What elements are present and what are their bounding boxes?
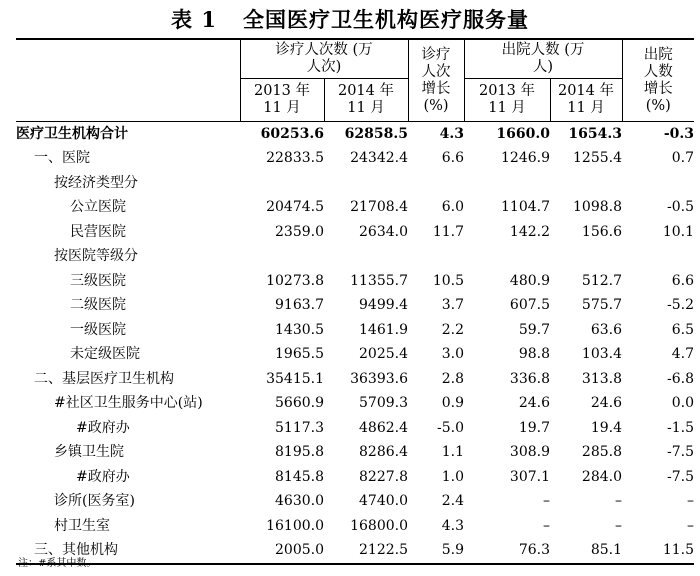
cell-d2013: 76.3 <box>464 539 550 565</box>
cell-v2013: 5660.9 <box>275 395 324 412</box>
cell-d2013: 98.8 <box>518 346 550 363</box>
cell-d2014: 1255.4 <box>573 150 622 167</box>
row-label: 按经济类型分 <box>54 174 138 191</box>
cell-d2014: 512.7 <box>581 272 622 289</box>
cell-v2014: 11355.7 <box>350 272 408 289</box>
cell-v2014: 2122.5 <box>324 539 408 565</box>
cell-d2014: 85.1 <box>550 539 622 565</box>
cell-v2013: 60253.6 <box>240 122 324 147</box>
cell-vg: 2.8 <box>441 370 464 387</box>
cell-dg <box>622 171 694 196</box>
cell-v2013: 10273.8 <box>266 272 324 289</box>
cell-vg: 0.9 <box>441 395 464 412</box>
cell-v2013: 8145.8 <box>275 468 324 485</box>
row-label: 诊所(医务室) <box>54 493 135 510</box>
cell-dg: -7.5 <box>667 468 694 485</box>
cell-d2014 <box>550 245 622 270</box>
table-row <box>16 367 694 392</box>
cell-d2014: 285.8 <box>581 444 622 461</box>
cell-dg: – <box>687 493 694 510</box>
cell-dg <box>622 245 694 270</box>
cell-vg: 10.5 <box>432 272 464 289</box>
cell-v2014 <box>324 171 408 196</box>
header-visits-group: 诊疗人次数 (万人次) <box>240 39 408 79</box>
cell-d2014: 284.0 <box>581 468 622 485</box>
cell-vg: 1.1 <box>441 444 464 461</box>
cell-v2013: 22833.5 <box>266 150 324 167</box>
cell-d2013: 1660.0 <box>464 122 550 147</box>
row-label: #政府办 <box>76 419 130 436</box>
cell-d2013: 307.1 <box>509 468 550 485</box>
medical-service-table <box>16 38 694 565</box>
cell-d2013 <box>464 245 550 270</box>
cell-d2013: 336.8 <box>509 370 550 387</box>
cell-dg: – <box>687 517 694 534</box>
table-row <box>16 269 694 294</box>
header-stub <box>16 39 240 122</box>
cell-v2013: 2005.0 <box>240 539 324 565</box>
row-label: 乡镇卫生院 <box>54 444 124 461</box>
cell-d2013: – <box>543 517 550 534</box>
cell-v2013 <box>240 245 324 270</box>
cell-v2014: 16800.0 <box>350 517 408 534</box>
cell-dg: 0.7 <box>671 150 694 167</box>
cell-v2013 <box>240 171 324 196</box>
cell-dg: -1.5 <box>667 419 694 436</box>
header-discharge-group: 出院人数 (万人) <box>464 39 622 79</box>
cell-d2013: 308.9 <box>509 444 550 461</box>
table-row <box>16 465 694 490</box>
cell-dg: -7.5 <box>667 444 694 461</box>
cell-dg: 4.7 <box>671 346 694 363</box>
cell-d2013: 1104.7 <box>501 199 550 216</box>
cell-d2013: 1246.9 <box>501 150 550 167</box>
cell-d2014: 156.6 <box>581 223 622 240</box>
cell-v2013: 5117.3 <box>275 419 324 436</box>
cell-d2014: 1098.8 <box>573 199 622 216</box>
table-row <box>16 220 694 245</box>
row-label: 公立医院 <box>70 199 126 216</box>
row-label: 一、医院 <box>34 150 90 167</box>
cell-v2014: 8286.4 <box>359 444 408 461</box>
cell-vg <box>408 171 464 196</box>
cell-dg: -0.5 <box>667 199 694 216</box>
cell-v2014: 21708.4 <box>350 199 408 216</box>
cell-vg: 5.9 <box>408 539 464 565</box>
table-row <box>16 122 694 147</box>
cell-vg: -5.0 <box>437 419 464 436</box>
cell-d2014 <box>550 171 622 196</box>
table-row <box>16 416 694 441</box>
row-label: 二、基层医疗卫生机构 <box>34 370 174 387</box>
cell-v2013: 1430.5 <box>275 321 324 338</box>
header-discharge-growth: 出院人数增长 (%) <box>622 39 694 122</box>
table-row <box>16 245 694 270</box>
cell-d2014: 19.4 <box>590 419 622 436</box>
cell-v2013: 1965.5 <box>275 346 324 363</box>
cell-v2014: 2634.0 <box>359 223 408 240</box>
cell-v2014: 62858.5 <box>324 122 408 147</box>
table-number: 表 1 <box>171 7 217 32</box>
cell-v2013: 4630.0 <box>275 493 324 510</box>
header-visits-2013: 2013 年 11 月 <box>240 79 324 122</box>
cell-v2014: 8227.8 <box>359 468 408 485</box>
header-visits-growth: 诊疗人次增长 (%) <box>408 39 464 122</box>
table-row <box>16 392 694 417</box>
cell-v2014 <box>324 245 408 270</box>
row-label: 未定级医院 <box>70 346 140 363</box>
footnote: 注：#系其中数。 <box>18 558 97 569</box>
row-label: 三、其他机构 <box>16 539 240 565</box>
table-row <box>16 343 694 368</box>
cell-d2014: 103.4 <box>581 346 622 363</box>
cell-v2013: 35415.1 <box>266 370 324 387</box>
row-label: 三级医院 <box>70 272 126 289</box>
cell-dg: -5.2 <box>667 297 694 314</box>
row-label: 医疗卫生机构合计 <box>16 122 240 147</box>
cell-d2013: 24.6 <box>518 395 550 412</box>
cell-v2014: 9499.4 <box>359 297 408 314</box>
cell-vg: 3.7 <box>441 297 464 314</box>
cell-dg: 6.6 <box>671 272 694 289</box>
header-visits-2014: 2014 年 11 月 <box>324 79 408 122</box>
cell-dg: 0.0 <box>671 395 694 412</box>
header-discharge-2013: 2013 年 11 月 <box>464 79 550 122</box>
table-row <box>16 490 694 515</box>
cell-d2013 <box>464 171 550 196</box>
table-row <box>16 196 694 221</box>
cell-vg: 2.2 <box>441 321 464 338</box>
cell-d2014: – <box>615 493 622 510</box>
table-title <box>0 6 700 34</box>
cell-v2014: 1461.9 <box>359 321 408 338</box>
cell-d2014: 24.6 <box>590 395 622 412</box>
table-title-text: 全国医疗卫生机构医疗服务量 <box>242 7 529 32</box>
cell-d2013: 19.7 <box>518 419 550 436</box>
cell-v2014: 4862.4 <box>359 419 408 436</box>
cell-vg <box>408 245 464 270</box>
cell-d2013: 607.5 <box>509 297 550 314</box>
row-label: 民营医院 <box>70 223 126 240</box>
cell-d2014: 1654.3 <box>550 122 622 147</box>
cell-vg: 3.0 <box>441 346 464 363</box>
table-row <box>16 171 694 196</box>
cell-dg: 10.1 <box>662 223 694 240</box>
cell-v2013: 8195.8 <box>275 444 324 461</box>
cell-d2014: 63.6 <box>590 321 622 338</box>
cell-v2014: 4740.0 <box>359 493 408 510</box>
row-label: #社区卫生服务中心(站) <box>54 395 203 412</box>
table-row <box>16 539 694 565</box>
cell-d2013: – <box>543 493 550 510</box>
cell-d2014: 575.7 <box>581 297 622 314</box>
table-row <box>16 318 694 343</box>
row-label: 村卫生室 <box>54 517 110 534</box>
table-row <box>16 514 694 539</box>
row-label: 按医院等级分 <box>54 248 138 265</box>
row-label: #政府办 <box>76 468 130 485</box>
cell-d2013: 480.9 <box>509 272 550 289</box>
cell-v2013: 16100.0 <box>266 517 324 534</box>
cell-vg: 6.6 <box>441 150 464 167</box>
cell-v2014: 2025.4 <box>359 346 408 363</box>
cell-vg: 6.0 <box>441 199 464 216</box>
cell-d2013: 59.7 <box>518 321 550 338</box>
cell-d2014: – <box>615 517 622 534</box>
table-row <box>16 294 694 319</box>
cell-dg: 11.5 <box>622 539 694 565</box>
cell-d2014: 313.8 <box>581 370 622 387</box>
cell-dg: -0.3 <box>622 122 694 147</box>
cell-v2014: 5709.3 <box>359 395 408 412</box>
cell-d2013: 142.2 <box>509 223 550 240</box>
cell-vg: 4.3 <box>441 517 464 534</box>
cell-v2014: 24342.4 <box>350 150 408 167</box>
cell-vg: 2.4 <box>441 493 464 510</box>
cell-dg: 6.5 <box>671 321 694 338</box>
cell-v2013: 20474.5 <box>266 199 324 216</box>
cell-vg: 4.3 <box>408 122 464 147</box>
table-row <box>16 441 694 466</box>
row-label: 二级医院 <box>70 297 126 314</box>
table-row <box>16 147 694 172</box>
cell-vg: 11.7 <box>432 223 464 240</box>
cell-v2013: 2359.0 <box>275 223 324 240</box>
cell-dg: -6.8 <box>667 370 694 387</box>
cell-v2014: 36393.6 <box>350 370 408 387</box>
cell-vg: 1.0 <box>441 468 464 485</box>
header-discharge-2014: 2014 年 11 月 <box>550 79 622 122</box>
row-label: 一级医院 <box>70 321 126 338</box>
cell-v2013: 9163.7 <box>275 297 324 314</box>
